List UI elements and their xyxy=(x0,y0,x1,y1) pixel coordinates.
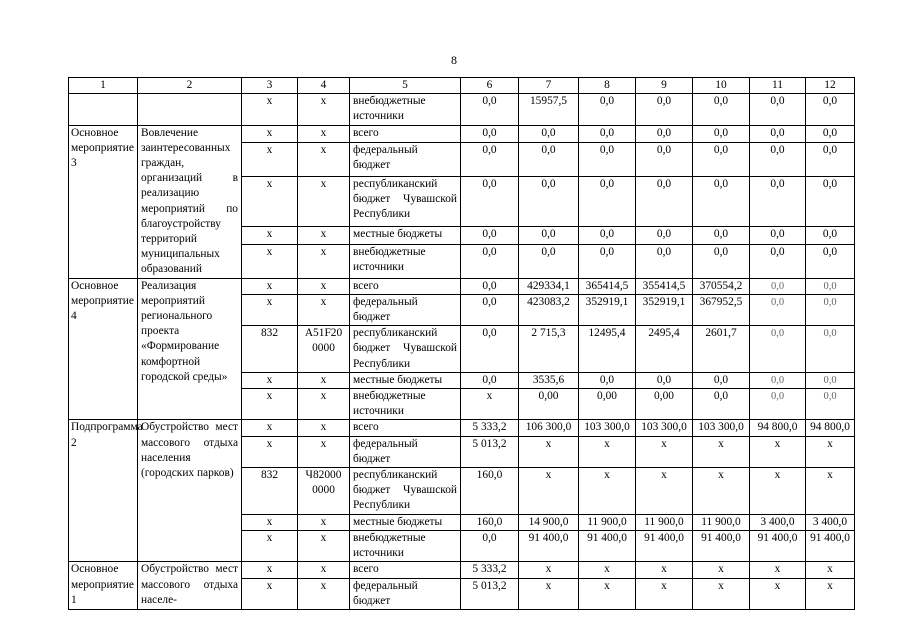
value-cell: 0,0 xyxy=(806,326,855,373)
value-cell: 0,00 xyxy=(636,389,693,420)
value-cell: 0,0 xyxy=(579,176,636,226)
funding-source-cell: внебюджетные источники xyxy=(350,389,461,420)
value-cell: 365414,5 xyxy=(579,278,636,294)
value-cell: 5 013,2 xyxy=(461,578,519,609)
column-header: 12 xyxy=(806,78,855,94)
classification-code-cell: х xyxy=(298,143,350,177)
classification-code-cell: х xyxy=(298,94,350,125)
funding-source-cell: всего xyxy=(350,420,461,436)
funding-source-cell: всего xyxy=(350,562,461,578)
value-cell: 103 300,0 xyxy=(579,420,636,436)
table-row xyxy=(69,420,855,436)
value-cell: х xyxy=(806,562,855,578)
value-cell: 0,0 xyxy=(693,244,750,278)
classification-code-cell: х xyxy=(298,176,350,226)
funding-source-cell: республиканский бюджет Чувашской Республики xyxy=(350,176,461,226)
value-cell: 352919,1 xyxy=(579,294,636,325)
code-cell: х xyxy=(242,578,298,609)
value-cell: х xyxy=(806,468,855,515)
value-cell: 0,0 xyxy=(461,143,519,177)
code-cell: х xyxy=(242,436,298,467)
value-cell: 0,0 xyxy=(519,244,579,278)
funding-source-cell: местные бюджеты xyxy=(350,227,461,244)
funding-source-cell: федеральный бюджет xyxy=(350,436,461,467)
code-cell: х xyxy=(242,278,298,294)
value-cell: 0,0 xyxy=(636,244,693,278)
column-header: 3 xyxy=(242,78,298,94)
value-cell: х xyxy=(750,468,806,515)
value-cell: 355414,5 xyxy=(636,278,693,294)
value-cell: 0,0 xyxy=(750,143,806,177)
column-header: 11 xyxy=(750,78,806,94)
column-header: 2 xyxy=(138,78,242,94)
value-cell: 3 400,0 xyxy=(806,514,855,530)
value-cell: 0,0 xyxy=(579,227,636,244)
value-cell: 11 900,0 xyxy=(636,514,693,530)
classification-code-cell: х xyxy=(298,294,350,325)
value-cell: 0,0 xyxy=(750,294,806,325)
value-cell: 0,0 xyxy=(750,372,806,388)
value-cell: 106 300,0 xyxy=(519,420,579,436)
classification-code-cell: х xyxy=(298,389,350,420)
value-cell: х xyxy=(806,436,855,467)
value-cell: х xyxy=(461,389,519,420)
classification-code-cell: х xyxy=(298,227,350,244)
value-cell: х xyxy=(636,562,693,578)
value-cell: 12495,4 xyxy=(579,326,636,373)
value-cell: 352919,1 xyxy=(636,294,693,325)
column-header: 8 xyxy=(579,78,636,94)
value-cell: 0,0 xyxy=(693,227,750,244)
value-cell: 0,0 xyxy=(636,176,693,226)
column-header: 10 xyxy=(693,78,750,94)
classification-code-cell: Ч82000 0000 xyxy=(298,468,350,515)
value-cell: 0,00 xyxy=(579,389,636,420)
classification-code-cell: A51F20 0000 xyxy=(298,326,350,373)
value-cell: 0,0 xyxy=(750,326,806,373)
value-cell: 0,0 xyxy=(636,94,693,125)
value-cell: 0,0 xyxy=(806,244,855,278)
value-cell: 91 400,0 xyxy=(579,530,636,561)
code-cell: х xyxy=(242,94,298,125)
value-cell: 0,0 xyxy=(806,143,855,177)
funding-source-cell: всего xyxy=(350,125,461,142)
code-cell: х xyxy=(242,420,298,436)
value-cell: х xyxy=(750,578,806,609)
funding-source-cell: федеральный бюджет xyxy=(350,143,461,177)
value-cell: 0,0 xyxy=(693,125,750,142)
value-cell: 0,0 xyxy=(461,176,519,226)
value-cell: 160,0 xyxy=(461,468,519,515)
value-cell: 91 400,0 xyxy=(693,530,750,561)
table-row xyxy=(69,278,855,294)
value-cell: 5 333,2 xyxy=(461,420,519,436)
classification-code-cell: х xyxy=(298,436,350,467)
table-row xyxy=(69,562,855,578)
funding-source-cell: федеральный бюджет xyxy=(350,578,461,609)
program-name-cell: Подпрограмма 2 xyxy=(69,420,138,562)
value-cell: 0,0 xyxy=(806,389,855,420)
value-cell: 0,0 xyxy=(750,244,806,278)
funding-source-cell: местные бюджеты xyxy=(350,372,461,388)
value-cell: 103 300,0 xyxy=(636,420,693,436)
code-cell: х xyxy=(242,562,298,578)
code-cell: х xyxy=(242,530,298,561)
value-cell: 0,0 xyxy=(806,294,855,325)
funding-source-cell: местные бюджеты xyxy=(350,514,461,530)
code-cell: х xyxy=(242,294,298,325)
value-cell: 0,0 xyxy=(806,372,855,388)
activity-description-cell: Обустройство мест массового отдыха населения (городских парков) xyxy=(138,420,242,562)
value-cell: х xyxy=(519,468,579,515)
classification-code-cell: х xyxy=(298,278,350,294)
column-header: 6 xyxy=(461,78,519,94)
value-cell: 0,0 xyxy=(461,125,519,142)
value-cell: 0,0 xyxy=(693,389,750,420)
funding-source-cell: республиканский бюджет Чувашской Республики xyxy=(350,468,461,515)
value-cell: 0,0 xyxy=(636,227,693,244)
value-cell: 0,0 xyxy=(750,389,806,420)
value-cell: 0,0 xyxy=(693,372,750,388)
value-cell: 0,00 xyxy=(519,389,579,420)
funding-source-cell: федеральный бюджет xyxy=(350,294,461,325)
funding-source-cell: внебюджетные источники xyxy=(350,530,461,561)
value-cell: 3535,6 xyxy=(519,372,579,388)
activity-description-cell: Вовлечение заинтересованных граждан, организаций в реализацию мероприятий по благоустройству территорий муниципальных образований xyxy=(138,125,242,278)
value-cell: 0,0 xyxy=(750,278,806,294)
value-cell: 11 900,0 xyxy=(693,514,750,530)
value-cell: 0,0 xyxy=(750,176,806,226)
value-cell: х xyxy=(693,436,750,467)
budget-table xyxy=(68,77,855,610)
value-cell: 0,0 xyxy=(579,244,636,278)
page-number: 8 xyxy=(451,53,457,67)
activity-description-cell: Реализация мероприятий регионального проекта «Формирование комфортной городской среды» xyxy=(138,278,242,420)
value-cell: 0,0 xyxy=(461,227,519,244)
classification-code-cell: х xyxy=(298,244,350,278)
value-cell: 0,0 xyxy=(806,278,855,294)
value-cell: 0,0 xyxy=(693,94,750,125)
table-row xyxy=(69,94,855,125)
value-cell: 3 400,0 xyxy=(750,514,806,530)
value-cell: х xyxy=(579,562,636,578)
value-cell: 2495,4 xyxy=(636,326,693,373)
value-cell: 103 300,0 xyxy=(693,420,750,436)
value-cell: х xyxy=(519,436,579,467)
value-cell: 0,0 xyxy=(806,176,855,226)
code-cell: х xyxy=(242,227,298,244)
funding-source-cell: внебюджетные источники xyxy=(350,94,461,125)
header-row xyxy=(69,78,855,94)
value-cell: 0,0 xyxy=(461,294,519,325)
value-cell: х xyxy=(579,468,636,515)
value-cell: 0,0 xyxy=(579,372,636,388)
code-cell: х xyxy=(242,125,298,142)
value-cell: 2601,7 xyxy=(693,326,750,373)
value-cell: х xyxy=(693,468,750,515)
column-header: 1 xyxy=(69,78,138,94)
value-cell: 0,0 xyxy=(693,176,750,226)
value-cell: х xyxy=(750,436,806,467)
value-cell: 0,0 xyxy=(636,143,693,177)
activity-description-cell xyxy=(138,94,242,125)
value-cell: х xyxy=(693,578,750,609)
classification-code-cell: х xyxy=(298,125,350,142)
value-cell: 14 900,0 xyxy=(519,514,579,530)
classification-code-cell: х xyxy=(298,578,350,609)
value-cell: 0,0 xyxy=(519,125,579,142)
value-cell: 0,0 xyxy=(579,143,636,177)
activity-description-cell: Обустройство мест массового отдыха населе- xyxy=(138,562,242,610)
value-cell: 94 800,0 xyxy=(750,420,806,436)
value-cell: 0,0 xyxy=(806,227,855,244)
value-cell: 0,0 xyxy=(461,94,519,125)
value-cell: 94 800,0 xyxy=(806,420,855,436)
value-cell: х xyxy=(519,562,579,578)
value-cell: х xyxy=(806,578,855,609)
value-cell: 2 715,3 xyxy=(519,326,579,373)
value-cell: 91 400,0 xyxy=(636,530,693,561)
value-cell: 423083,2 xyxy=(519,294,579,325)
funding-source-cell: внебюджетные источники xyxy=(350,244,461,278)
code-cell: 832 xyxy=(242,468,298,515)
value-cell: 0,0 xyxy=(461,326,519,373)
program-name-cell: Основное мероприятие 4 xyxy=(69,278,138,420)
value-cell: 0,0 xyxy=(636,372,693,388)
value-cell: 0,0 xyxy=(750,94,806,125)
value-cell: 370554,2 xyxy=(693,278,750,294)
classification-code-cell: х xyxy=(298,562,350,578)
column-header: 9 xyxy=(636,78,693,94)
value-cell: 0,0 xyxy=(461,278,519,294)
table-row xyxy=(69,125,855,142)
value-cell: 0,0 xyxy=(806,125,855,142)
value-cell: 0,0 xyxy=(636,125,693,142)
value-cell: х xyxy=(579,578,636,609)
program-name-cell xyxy=(69,94,138,125)
value-cell: 0,0 xyxy=(519,176,579,226)
value-cell: 0,0 xyxy=(693,143,750,177)
value-cell: х xyxy=(750,562,806,578)
value-cell: х xyxy=(636,578,693,609)
program-name-cell: Основное мероприятие 3 xyxy=(69,125,138,278)
value-cell: х xyxy=(636,436,693,467)
code-cell: х xyxy=(242,143,298,177)
column-header: 7 xyxy=(519,78,579,94)
funding-source-cell: республиканский бюджет Чувашской Республики xyxy=(350,326,461,373)
value-cell: 0,0 xyxy=(461,244,519,278)
value-cell: 0,0 xyxy=(579,94,636,125)
value-cell: 15957,5 xyxy=(519,94,579,125)
value-cell: 429334,1 xyxy=(519,278,579,294)
value-cell: 160,0 xyxy=(461,514,519,530)
classification-code-cell: х xyxy=(298,372,350,388)
code-cell: 832 xyxy=(242,326,298,373)
value-cell: х xyxy=(693,562,750,578)
value-cell: 367952,5 xyxy=(693,294,750,325)
value-cell: 0,0 xyxy=(461,530,519,561)
column-header: 5 xyxy=(350,78,461,94)
code-cell: х xyxy=(242,372,298,388)
value-cell: 5 013,2 xyxy=(461,436,519,467)
value-cell: 0,0 xyxy=(579,125,636,142)
code-cell: х xyxy=(242,176,298,226)
value-cell: 91 400,0 xyxy=(806,530,855,561)
value-cell: 0,0 xyxy=(750,125,806,142)
code-cell: х xyxy=(242,389,298,420)
classification-code-cell: х xyxy=(298,420,350,436)
value-cell: 0,0 xyxy=(806,94,855,125)
value-cell: 0,0 xyxy=(461,372,519,388)
classification-code-cell: х xyxy=(298,530,350,561)
value-cell: 5 333,2 xyxy=(461,562,519,578)
value-cell: 11 900,0 xyxy=(579,514,636,530)
value-cell: х xyxy=(636,468,693,515)
value-cell: 0,0 xyxy=(519,143,579,177)
value-cell: х xyxy=(579,436,636,467)
value-cell: х xyxy=(519,578,579,609)
column-header: 4 xyxy=(298,78,350,94)
value-cell: 91 400,0 xyxy=(750,530,806,561)
program-name-cell: Основное мероприятие 1 xyxy=(69,562,138,610)
value-cell: 0,0 xyxy=(750,227,806,244)
funding-source-cell: всего xyxy=(350,278,461,294)
code-cell: х xyxy=(242,244,298,278)
value-cell: 0,0 xyxy=(519,227,579,244)
code-cell: х xyxy=(242,514,298,530)
value-cell: 91 400,0 xyxy=(519,530,579,561)
classification-code-cell: х xyxy=(298,514,350,530)
